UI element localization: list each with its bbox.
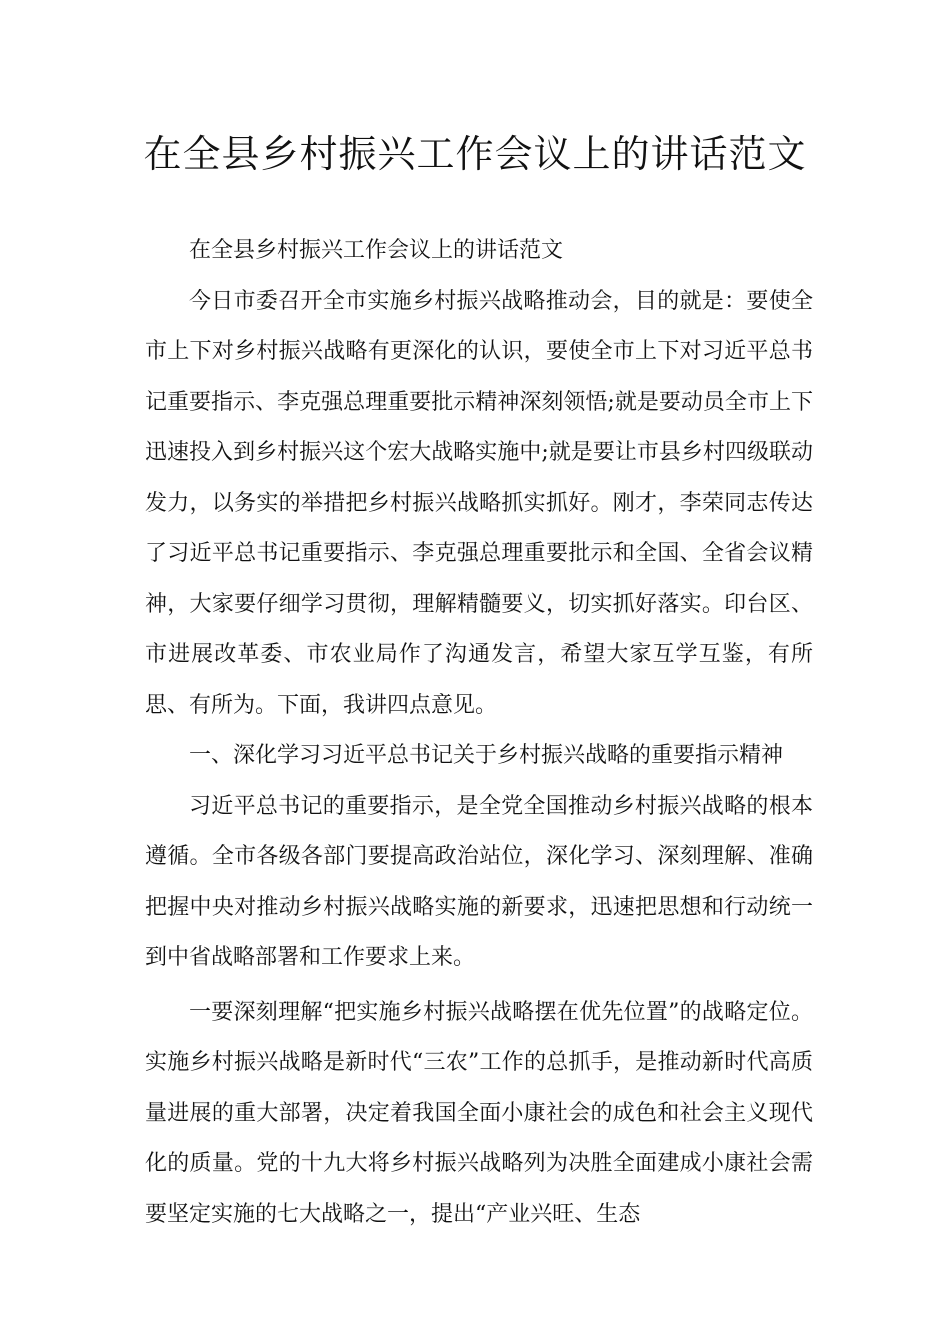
section-heading-1: 一、深化学习习近平总书记关于乡村振兴战略的重要指示精神 bbox=[189, 743, 784, 768]
paragraph-subtitle: 在全县乡村振兴工作会议上的讲话范文 bbox=[189, 238, 564, 263]
paragraph-section-1: 习近平总书记的重要指示，是全党全国推动乡村振兴战略的根本遵循。全市各级各部门要提高政治站位，深化学习、深刻理解、准确把握中央对推动乡村振兴战略实施的新要求，迅速把思想和行动统一到中省战略部署和工作要求上来。 bbox=[145, 793, 813, 970]
paragraph-intro: 今日市委召开全市实施乡村振兴战略推动会，目的就是：要使全市上下对乡村振兴战略有更深化的认识，要使全市上下对习近平总书记重要指示、李克强总理重要批示精神深刻领悟;就是要动员全市上下迅速投入到乡村振兴这个宏大战略实施中;就是要让市县乡村四级联动发力，以务实的举措把乡村振兴战略抓实抓好。刚才，李荣同志传达了习近平总书记重要指示、李克强总理重要批示和全国、全省会议精神，大家要仔细学习贯彻，理解精髓要义，切实抓好落实。印台区、市进展改革委、市农业局作了沟通发言，希望大家互学互鉴，有所思、有所为。下面，我讲四点意见。 bbox=[145, 288, 813, 718]
document-title: 在全县乡村振兴工作会议上的讲话范文 bbox=[143, 132, 807, 176]
paragraph-point-1: 一要深刻理解“把实施乡村振兴战略摆在优先位置”的战略定位。实施乡村振兴战略是新时代“三农”工作的总抓手，是推动新时代高质量进展的重大部署，决定着我国全面小康社会的成色和社会主义现代化的质量。党的十九大将乡村振兴战略列为决胜全面建成小康社会需要坚定实施的七大战略之一，提出“产业兴旺、生态 bbox=[145, 999, 813, 1227]
document-body bbox=[145, 226, 813, 1240]
